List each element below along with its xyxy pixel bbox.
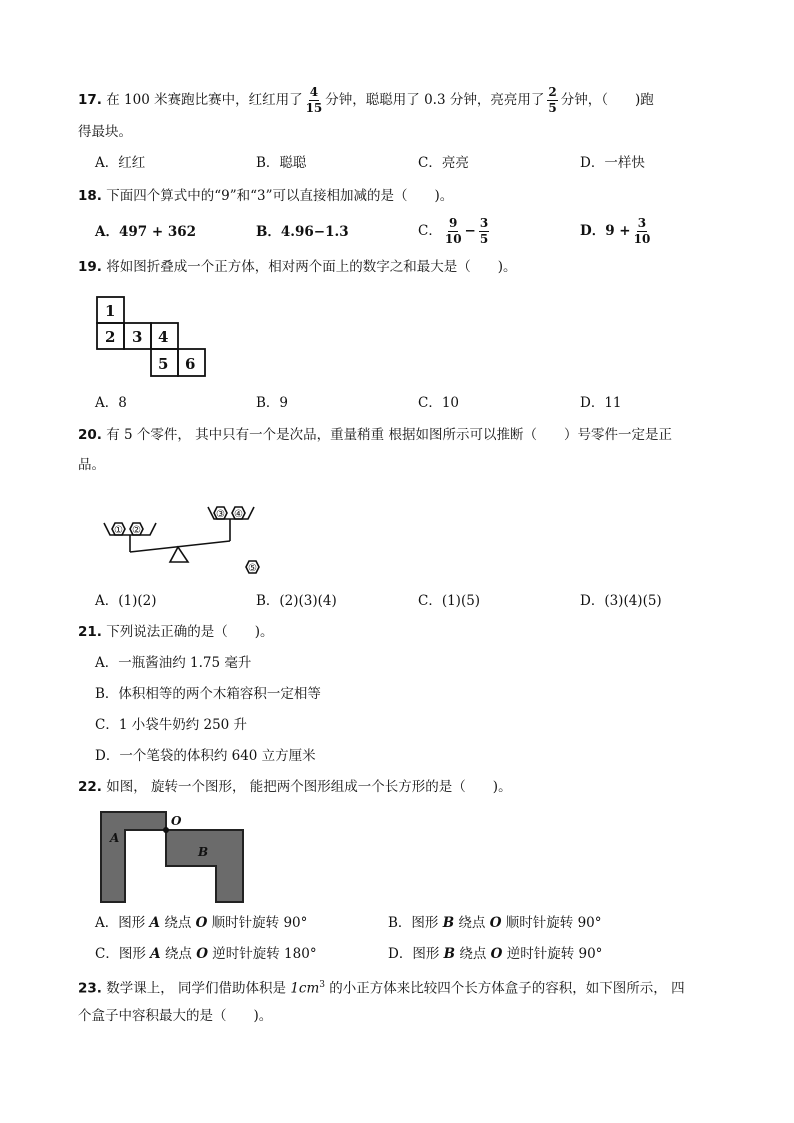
q22-a-text-1: A．图形 — [95, 915, 150, 931]
q22-line1 — [78, 777, 512, 797]
q17-option-d[interactable]: D．一样快 — [580, 155, 645, 171]
q22-b-point: O — [489, 915, 502, 931]
q17-frac1-numerator: 4 — [309, 85, 319, 99]
q18-d-f-den: 10 — [633, 232, 651, 246]
q19-text: 将如图折叠成一个正方体，相对两个面上的数字之和最大是（ )。 — [106, 259, 517, 275]
q17-text-part1: 在 100 米赛跑比赛中，红红用了 — [106, 92, 303, 108]
q17-frac2-numerator: 2 — [548, 85, 557, 99]
q22-text: 如图， 旋转一个图形， 能把两个图形组成一个长方形的是（ )。 — [106, 779, 512, 795]
right-pan — [208, 507, 254, 519]
q18-option-a[interactable]: A．497 + 362 — [95, 224, 197, 240]
q18-c-fraction-2 — [479, 217, 489, 246]
q22-b-text-3: 顺时针旋转 90° — [501, 915, 602, 931]
q21-number: 21. — [78, 624, 102, 640]
q22-a-text-3: 顺时针旋转 90° — [207, 915, 308, 931]
q17-frac1-denominator: 15 — [305, 101, 323, 115]
q17-frac2-denominator: 5 — [548, 101, 557, 115]
q22-option-d[interactable] — [388, 944, 602, 964]
q21-option-a[interactable]: A．一瓶酱油约 1.75 毫升 — [95, 655, 252, 671]
q19-number: 19. — [78, 259, 102, 275]
q18-option-c[interactable] — [418, 214, 492, 248]
q18-d-fraction — [634, 217, 651, 246]
shape-a-label: A — [110, 831, 120, 845]
q22-c-text-3: 逆时针旋转 180° — [207, 946, 317, 962]
q17-line1 — [78, 86, 654, 115]
q20-option-d[interactable]: D．(3)(4)(5) — [580, 593, 662, 609]
rotation-shapes-figure — [98, 808, 248, 906]
q23-number: 23. — [78, 980, 102, 997]
cube-net-number-3: 3 — [132, 328, 143, 346]
q17-option-a[interactable]: A．红红 — [95, 155, 146, 171]
q22-b-shape: B — [442, 915, 455, 931]
part-4-label: ④ — [234, 509, 243, 520]
q18-line1 — [78, 186, 453, 206]
q23-unit-exponent: 3 — [319, 980, 325, 990]
q18-c-f2-den: 5 — [479, 232, 489, 246]
q21-text: 下列说法正确的是（ )。 — [106, 624, 274, 640]
q18-c-fraction-1 — [445, 217, 462, 246]
q22-c-shape: A — [150, 946, 161, 962]
shape-b — [166, 830, 243, 902]
q18-c-operator: − — [464, 223, 476, 239]
q22-b-text-1: B．图形 — [388, 915, 443, 931]
q19-option-d[interactable]: D．11 — [580, 395, 622, 411]
q18-text: 下面四个算式中的“9”和“3”可以直接相加减的是（ )。 — [106, 188, 454, 204]
q17-option-b[interactable]: B．聪聪 — [256, 155, 307, 171]
q21-option-b[interactable]: B．体积相等的两个木箱容积一定相等 — [95, 686, 321, 702]
q17-text-part2: 分钟，聪聪用了 0.3 分钟，亮亮用了 — [325, 92, 545, 108]
cube-net-figure — [95, 295, 210, 380]
q22-d-text-2: 绕点 — [455, 946, 491, 962]
cube-net-number-6: 6 — [185, 355, 196, 373]
point-o-label: O — [171, 814, 182, 828]
q20-option-b[interactable]: B．(2)(3)(4) — [256, 593, 337, 609]
q21-line1 — [78, 622, 274, 642]
part-2-label: ② — [132, 525, 141, 536]
q19-option-b[interactable]: B．9 — [256, 395, 289, 411]
q22-c-text-2: 绕点 — [160, 946, 197, 962]
cube-net-number-1: 1 — [105, 302, 116, 320]
q22-a-shape: A — [149, 915, 161, 931]
q23-text-part1: 数学课上， 同学们借助体积是 — [106, 980, 291, 997]
q18-option-b[interactable]: B．4.96−1.3 — [256, 224, 349, 240]
q17-option-c[interactable]: C．亮亮 — [418, 155, 469, 171]
q17-text-part3: 分钟，（ )跑 — [560, 92, 654, 108]
q22-d-text-3: 逆时针旋转 90° — [502, 946, 603, 962]
part-5-label: ⑤ — [248, 563, 257, 574]
q19-option-c[interactable]: C．10 — [418, 395, 460, 411]
q19-option-a[interactable]: A．8 — [95, 395, 127, 411]
balance-scale-figure — [100, 495, 280, 580]
cube-net-number-5: 5 — [158, 355, 169, 373]
q22-d-shape: B — [443, 946, 456, 962]
q22-option-c[interactable] — [95, 944, 317, 964]
cube-net-number-4: 4 — [158, 328, 169, 346]
q18-option-d-label: D．9 + — [580, 223, 631, 239]
q20-line2: 品。 — [78, 457, 105, 473]
q23-line1 — [78, 975, 685, 999]
q23-line2: 个盒子中容积最大的是（ )。 — [78, 1008, 273, 1024]
q17-fraction-1 — [306, 86, 323, 115]
part-1-label: ① — [114, 525, 123, 536]
q18-d-f-num: 3 — [637, 216, 647, 230]
q22-d-text-1: D．图形 — [388, 946, 444, 962]
q22-c-point: O — [196, 946, 208, 962]
q18-c-f1-num: 9 — [449, 216, 458, 230]
q18-option-d[interactable] — [580, 214, 653, 248]
q17-number: 17. — [78, 92, 102, 108]
q22-c-text-1: C．图形 — [95, 946, 151, 962]
q20-text: 有 5 个零件， 其中只有一个是次品，重量稍重 根据如图所示可以推断（ ）号零件一定是正 — [106, 427, 672, 443]
q21-option-c[interactable]: C．1 小袋牛奶约 250 升 — [95, 717, 248, 733]
q20-option-c[interactable]: C．(1)(5) — [418, 593, 481, 609]
q22-d-point: O — [490, 946, 503, 962]
shape-a — [101, 812, 166, 902]
q23-text-part2: 的小正方体来比较四个长方体盒子的容积，如下图所示， 四 — [325, 980, 685, 997]
part-3-label: ③ — [216, 509, 225, 520]
q20-line1 — [78, 425, 672, 445]
q18-c-f1-den: 10 — [444, 232, 462, 246]
q18-number: 18. — [78, 188, 102, 204]
balance-fulcrum — [170, 547, 188, 562]
q22-a-point: O — [195, 915, 208, 931]
q20-number: 20. — [78, 427, 102, 443]
q17-fraction-2 — [547, 86, 557, 115]
q18-option-c-label: C． — [418, 223, 442, 239]
q18-c-f2-num: 3 — [479, 216, 489, 230]
q21-option-d[interactable]: D．一个笔袋的体积约 640 立方厘米 — [95, 748, 316, 764]
q23-unit: 1cm — [290, 980, 320, 997]
point-o — [163, 827, 169, 833]
q22-a-text-2: 绕点 — [160, 915, 196, 931]
q17-line2: 得最块。 — [78, 124, 132, 140]
q22-number: 22. — [78, 779, 102, 795]
q20-option-a[interactable]: A．(1)(2) — [95, 593, 157, 609]
q19-line1 — [78, 257, 517, 277]
q22-option-a[interactable] — [95, 913, 307, 933]
q22-option-b[interactable] — [388, 913, 602, 933]
q22-b-text-2: 绕点 — [454, 915, 490, 931]
cube-net-number-2: 2 — [105, 328, 116, 346]
shape-b-label: B — [198, 845, 209, 859]
